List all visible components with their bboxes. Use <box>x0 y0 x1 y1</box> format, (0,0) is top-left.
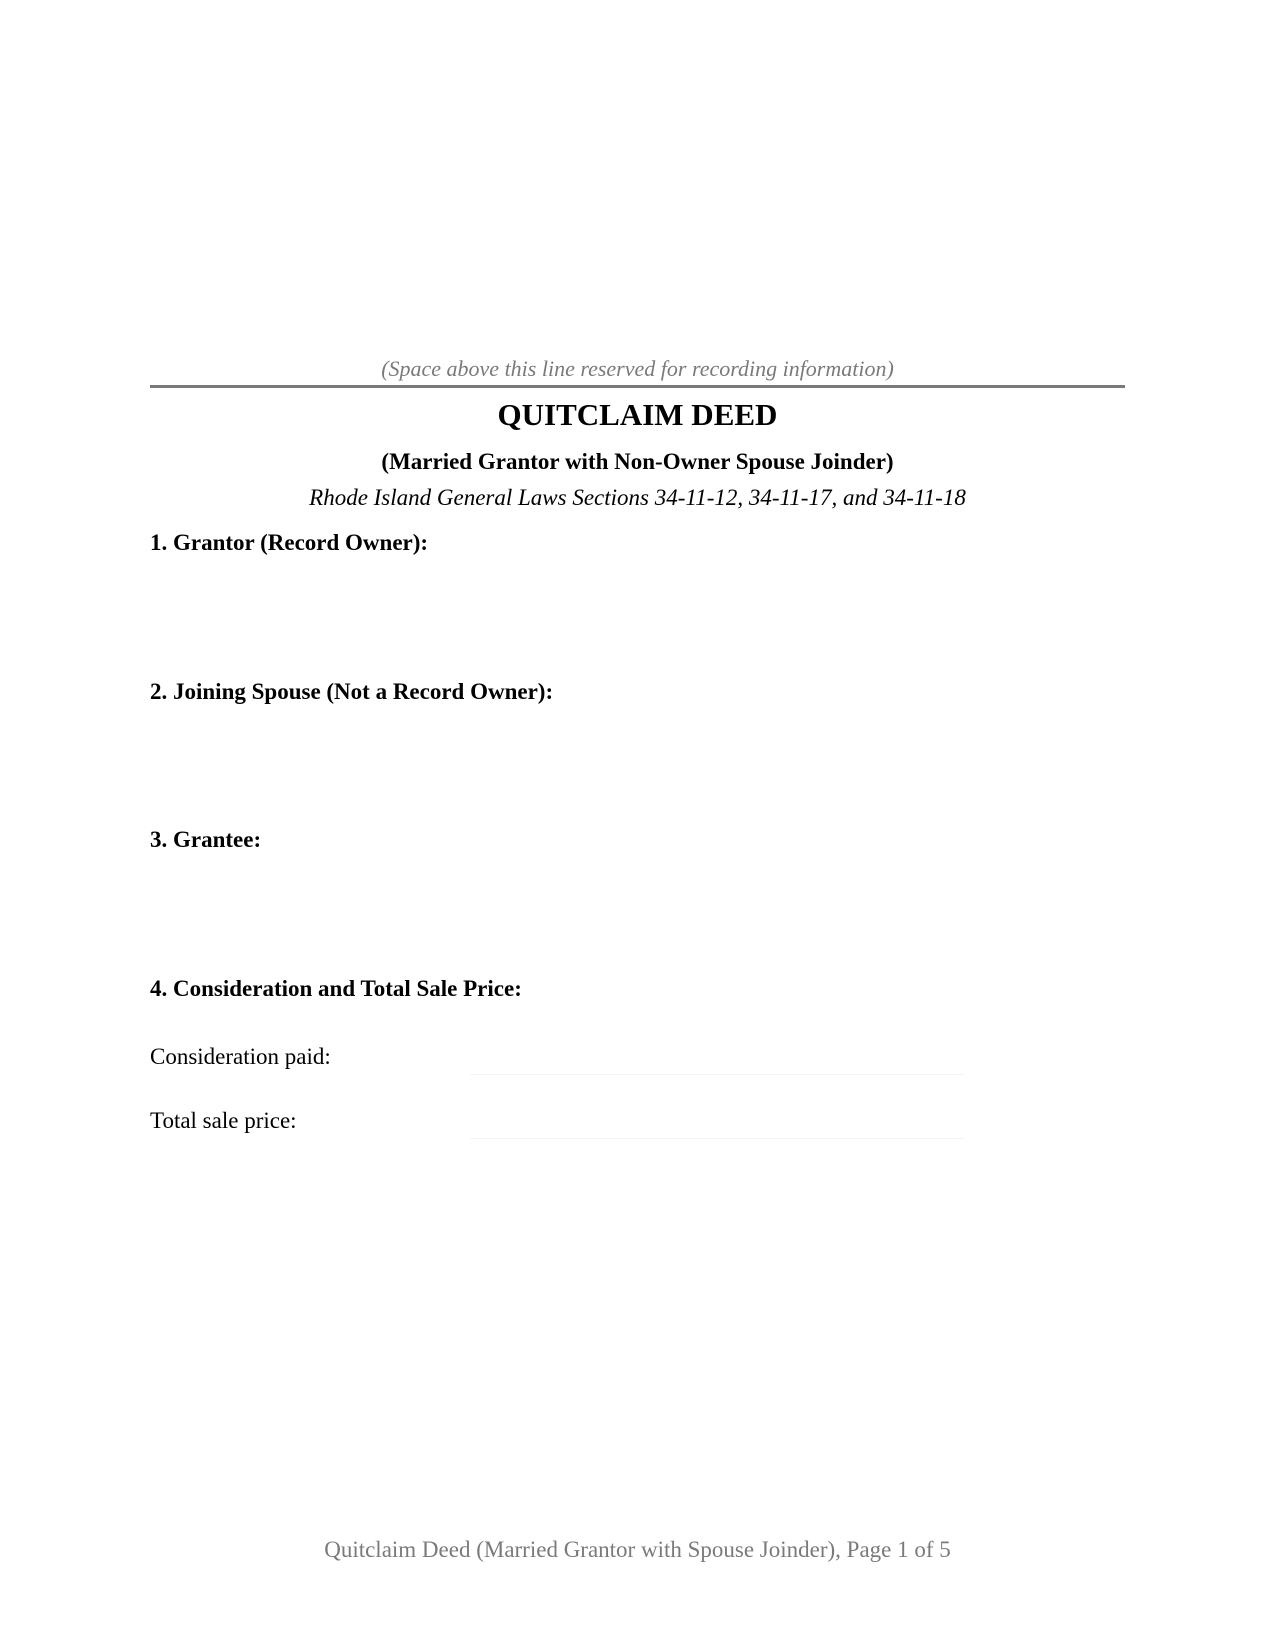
total-sale-price-blank-line <box>470 1138 965 1139</box>
page-footer: Quitclaim Deed (Married Grantor with Spouse Joinder), Page 1 of 5 <box>324 1537 951 1562</box>
recording-divider-line <box>150 385 1125 388</box>
document-title: QUITCLAIM DEED <box>497 397 778 432</box>
document-subtitle: (Married Grantor with Non-Owner Spouse Joinder) <box>381 449 894 474</box>
total-sale-price-label: Total sale price: <box>150 1108 297 1133</box>
consideration-paid-label: Consideration paid: <box>150 1044 331 1069</box>
section-consideration-heading: 4. Consideration and Total Sale Price: <box>150 976 522 1001</box>
consideration-paid-blank-line <box>470 1074 965 1075</box>
recording-space-note: (Space above this line reserved for recording information) <box>381 356 894 381</box>
statute-reference: Rhode Island General Laws Sections 34-11-12, 34-11-17, and 34-11-18 <box>309 485 966 510</box>
section-joining-spouse-heading: 2. Joining Spouse (Not a Record Owner): <box>150 679 554 704</box>
section-grantee-heading: 3. Grantee: <box>150 827 262 852</box>
section-grantor-heading: 1. Grantor (Record Owner): <box>150 530 429 555</box>
